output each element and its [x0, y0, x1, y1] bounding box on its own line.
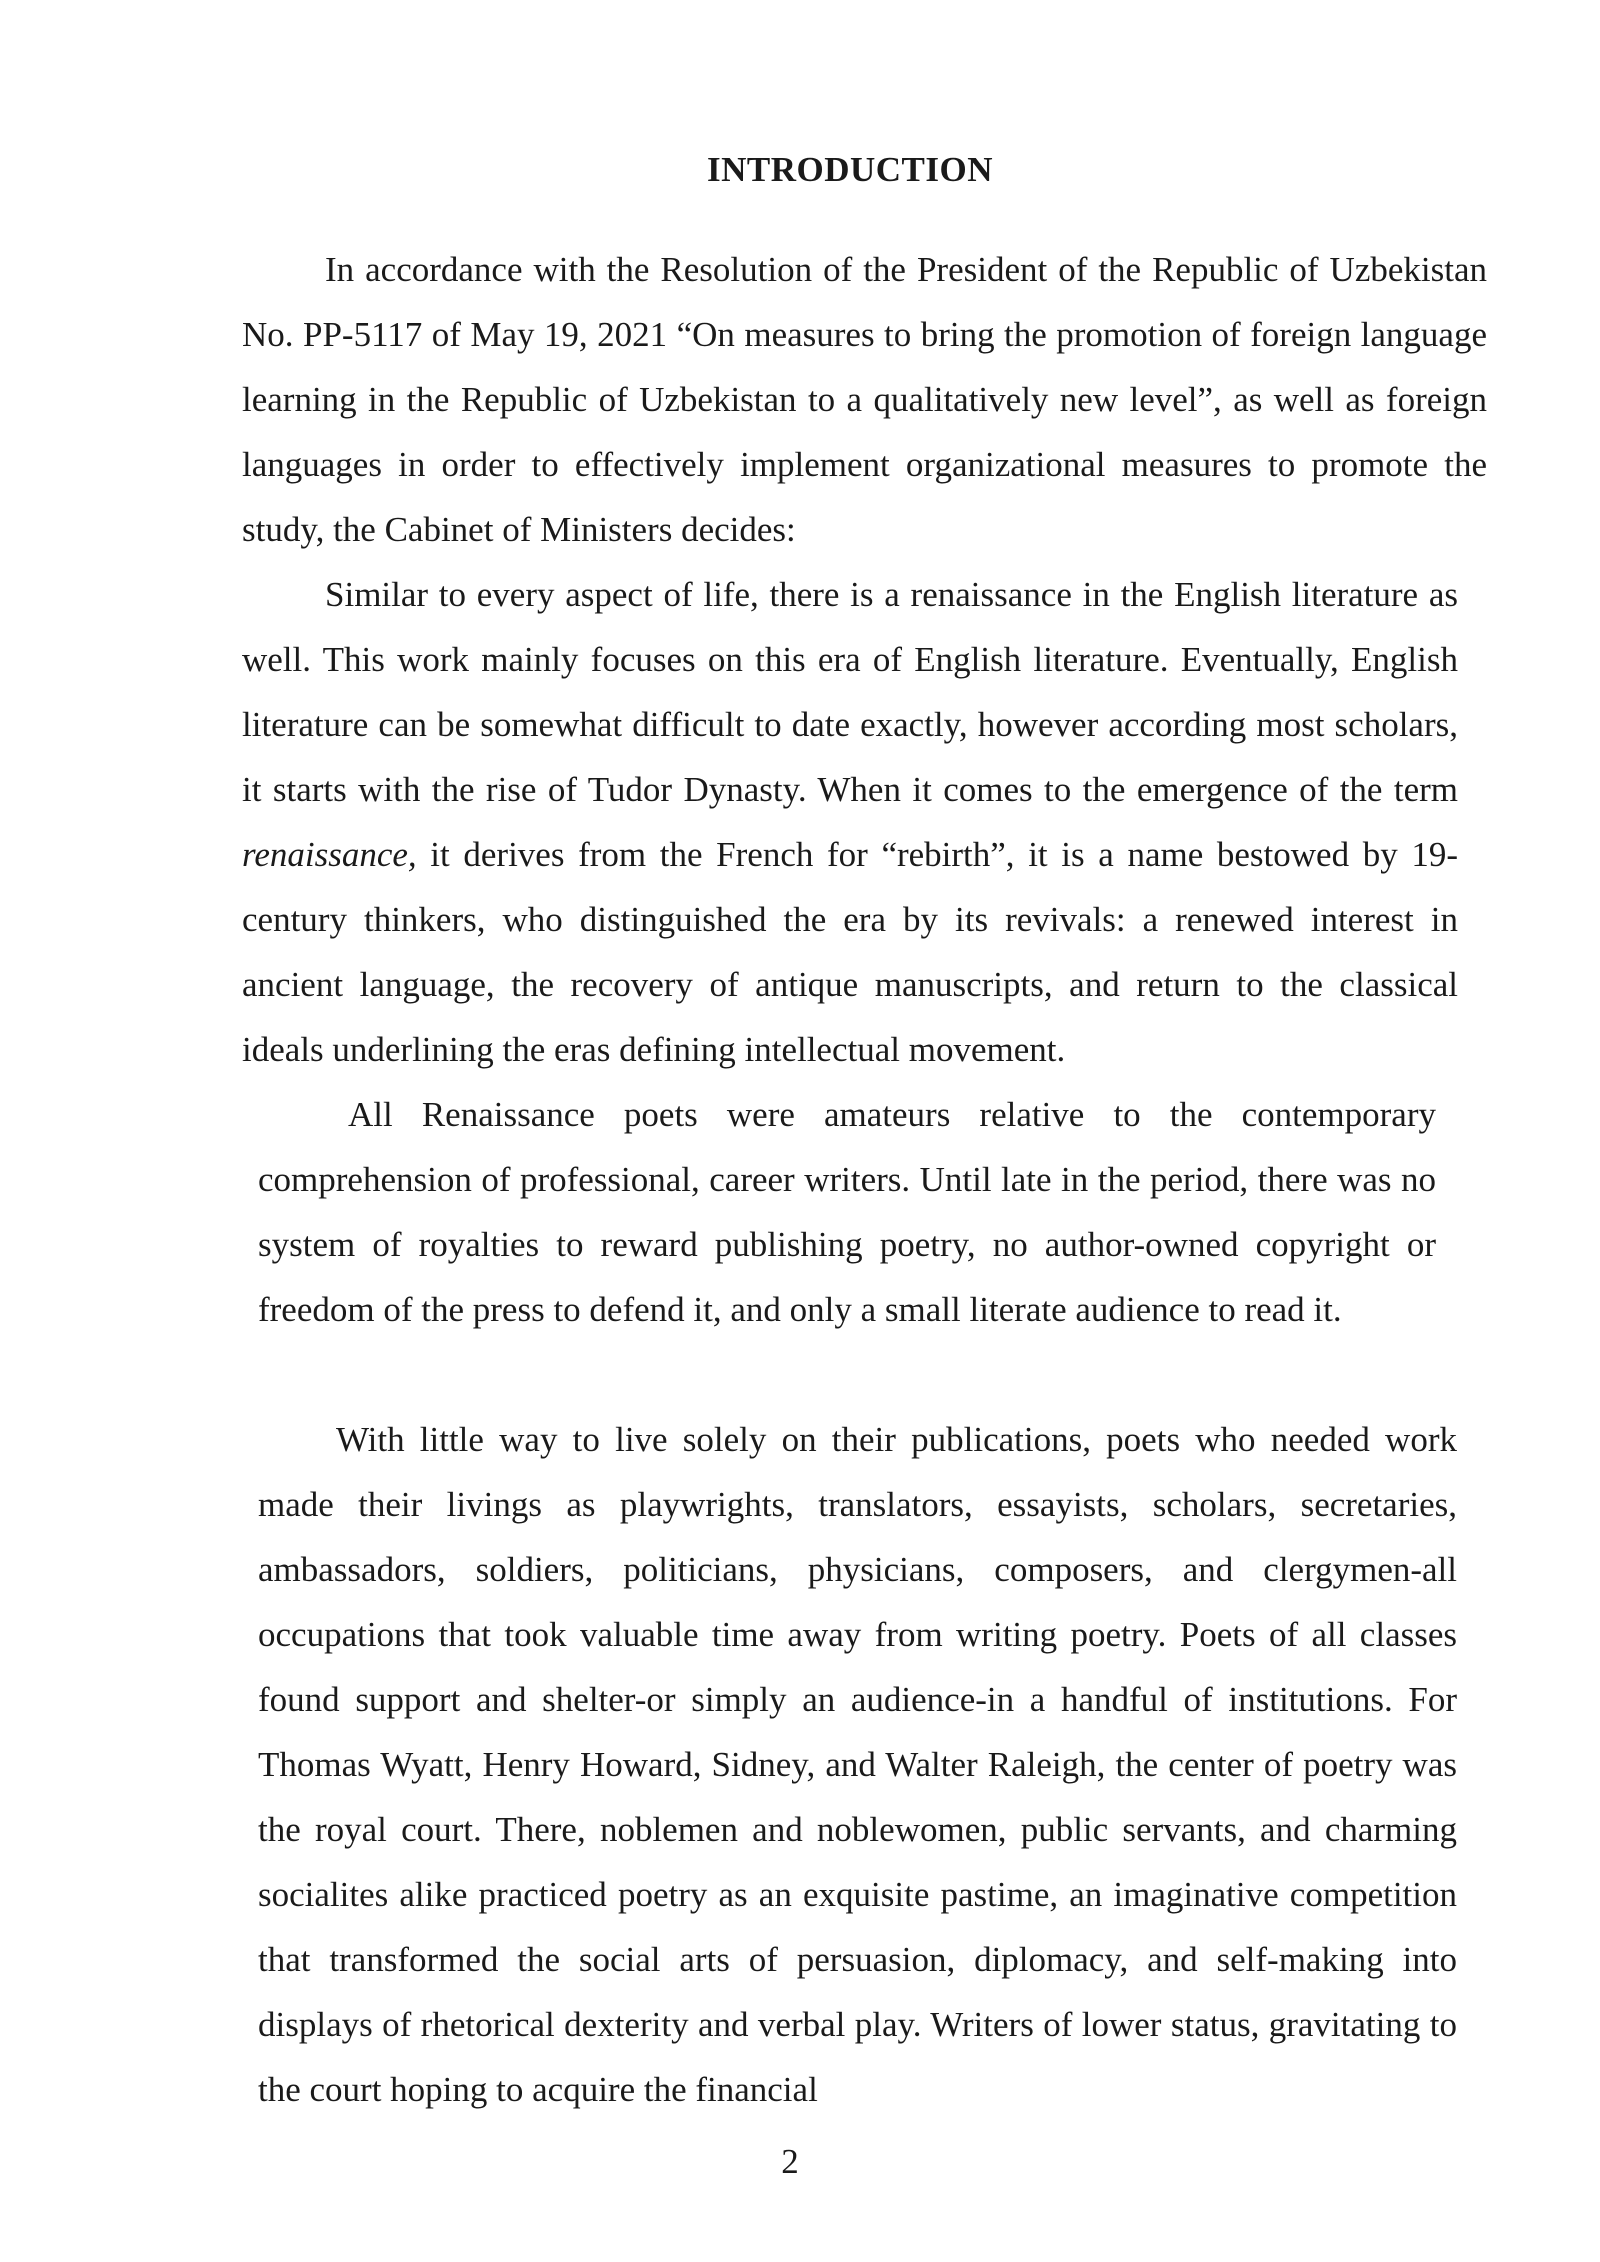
italic-term-renaissance: renaissance,	[242, 835, 417, 874]
paragraph-amateur-poets: All Renaissance poets were amateurs relative to the contemporary comprehension of professional, career writers. Until late in the period, there was no system of royalties to reward publishing poetry, no author-owned copyright or freedom of the press to defend it, and only a small literate audience to read it.	[258, 1095, 1436, 1329]
paragraph-renaissance-overview	[242, 562, 1458, 1082]
paragraph-text-segment: Similar to every aspect of life, there is a renaissance in the English literature as well. This work mainly focuses on this era of English literature. Eventually, English literature can be somewhat difficult to date exactly, however according most scholars, it starts with the rise of Tudor Dynasty. When it comes to the emergence of the term	[242, 575, 1458, 809]
page-number: 2	[781, 2142, 799, 2181]
paragraph-poets-livelihood: With little way to live solely on their publications, poets who needed work made their livings as playwrights, translators, essayists, scholars, secretaries, ambassadors, soldiers, politicians, physicians, composers, and clergymen-all occupations that took valuable time away from writing poetry. Poets of all classes found support and shelter-or simply an audience-in a handful of institutions. For Thomas Wyatt, Henry Howard, Sidney, and Walter Raleigh, the center of poetry was the royal court. There, noblemen and noblewomen, public servants, and charming socialites alike practiced poetry as an exquisite pastime, an imaginative competition that transformed the social arts of persuasion, diplomacy, and self-making into displays of rhetorical dexterity and verbal play. Writers of lower status, gravitating to the court hoping to acquire the financial	[258, 1420, 1457, 2109]
paragraph-resolution: In accordance with the Resolution of the President of the Republic of Uzbekistan No. PP-5117 of May 19, 2021 “On measures to bring the promotion of foreign language learning in the Republic of Uzbekistan to a qualitatively new level”, as well as foreign languages in order to effectively implement organizational measures to promote the study, the Cabinet of Ministers decides:	[242, 250, 1487, 549]
paragraph-text-segment: it derives from the French for “rebirth”, it is a name bestowed by 19- century thinkers, who distinguished the era by its revivals: a renewed interest in ancient language, the recovery of antique manuscripts, and return to the classical ideals underlining the eras defining intellectual movement.	[242, 835, 1458, 1069]
page-title: INTRODUCTION	[706, 150, 994, 189]
